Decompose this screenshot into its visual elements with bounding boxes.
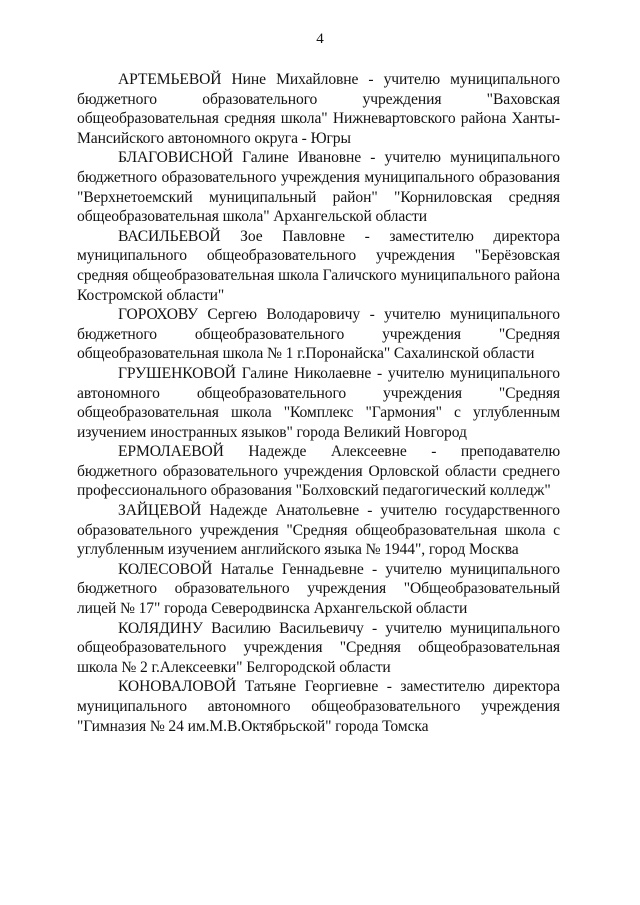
entry-vasilyeva: ВАСИЛЬЕВОЙ Зое Павловне - заместителю директора муниципального общеобразовательного учреждения "Берёзовская средняя общеобразовательная школа Галичского муниципального района Костромской области" (77, 227, 560, 304)
entry-konovalova: КОНОВАЛОВОЙ Татьяне Георгиевне - заместителю директора муниципального автономного общеобразовательного учреждения "Гимназия № 24 им.М.В.Октябрьской" города Томска (77, 678, 560, 735)
entry-grushenkova: ГРУШЕНКОВОЙ Галине Николаевне - учителю муниципального автономного общеобразовательного учреждения "Средняя общеобразовательная школа "Комплекс "Гармония" с углубленным изучением иностранных языков" города Великий Новгород (77, 364, 560, 441)
entry-blagovisnaya: БЛАГОВИСНОЙ Галине Ивановне - учителю муниципального бюджетного образовательного учреждения муниципального образования "Верхнетоемский муниципальный район" "Корниловская средняя общеобразовательная школа" Архангельской области (77, 149, 560, 226)
page-number: 4 (316, 31, 324, 47)
entry-artemyeva: АРТЕМЬЕВОЙ Нине Михайловне - учителю муниципального бюджетного образовательного учреждения "Ваховская общеобразовательная средняя школа" Нижневартовского района Ханты-Мансийского автономного округа - Югры (77, 71, 560, 147)
entry-kolyadin: КОЛЯДИНУ Василию Васильевичу - учителю муниципального общеобразовательного учреждения "Средняя общеобразовательная школа № 2 г.Алексеевки" Белгородской области (77, 619, 560, 676)
entry-gorokhov: ГОРОХОВУ Сергею Володаровичу - учителю муниципального бюджетного общеобразовательного учреждения "Средняя общеобразовательная школа № 1 г.Поронайска" Сахалинской области (77, 306, 560, 363)
entry-ermolaeva: ЕРМОЛАЕВОЙ Надежде Алексеевне - преподавателю бюджетного образовательного учреждения Орловской области среднего профессионального образования "Болховский педагогический колледж" (77, 443, 560, 500)
entry-kolesova: КОЛЕСОВОЙ Наталье Геннадьевне - учителю муниципального бюджетного образовательного учреждения "Общеобразовательный лицей № 17" города Северодвинска Архангельской области (77, 560, 560, 618)
entry-zaitseva: ЗАЙЦЕВОЙ Надежде Анатольевне - учителю государственного образовательного учреждения "Средняя общеобразовательная школа с углубленным изучением английского языка № 1944", город Москва (77, 502, 560, 559)
document-body (77, 70, 560, 736)
